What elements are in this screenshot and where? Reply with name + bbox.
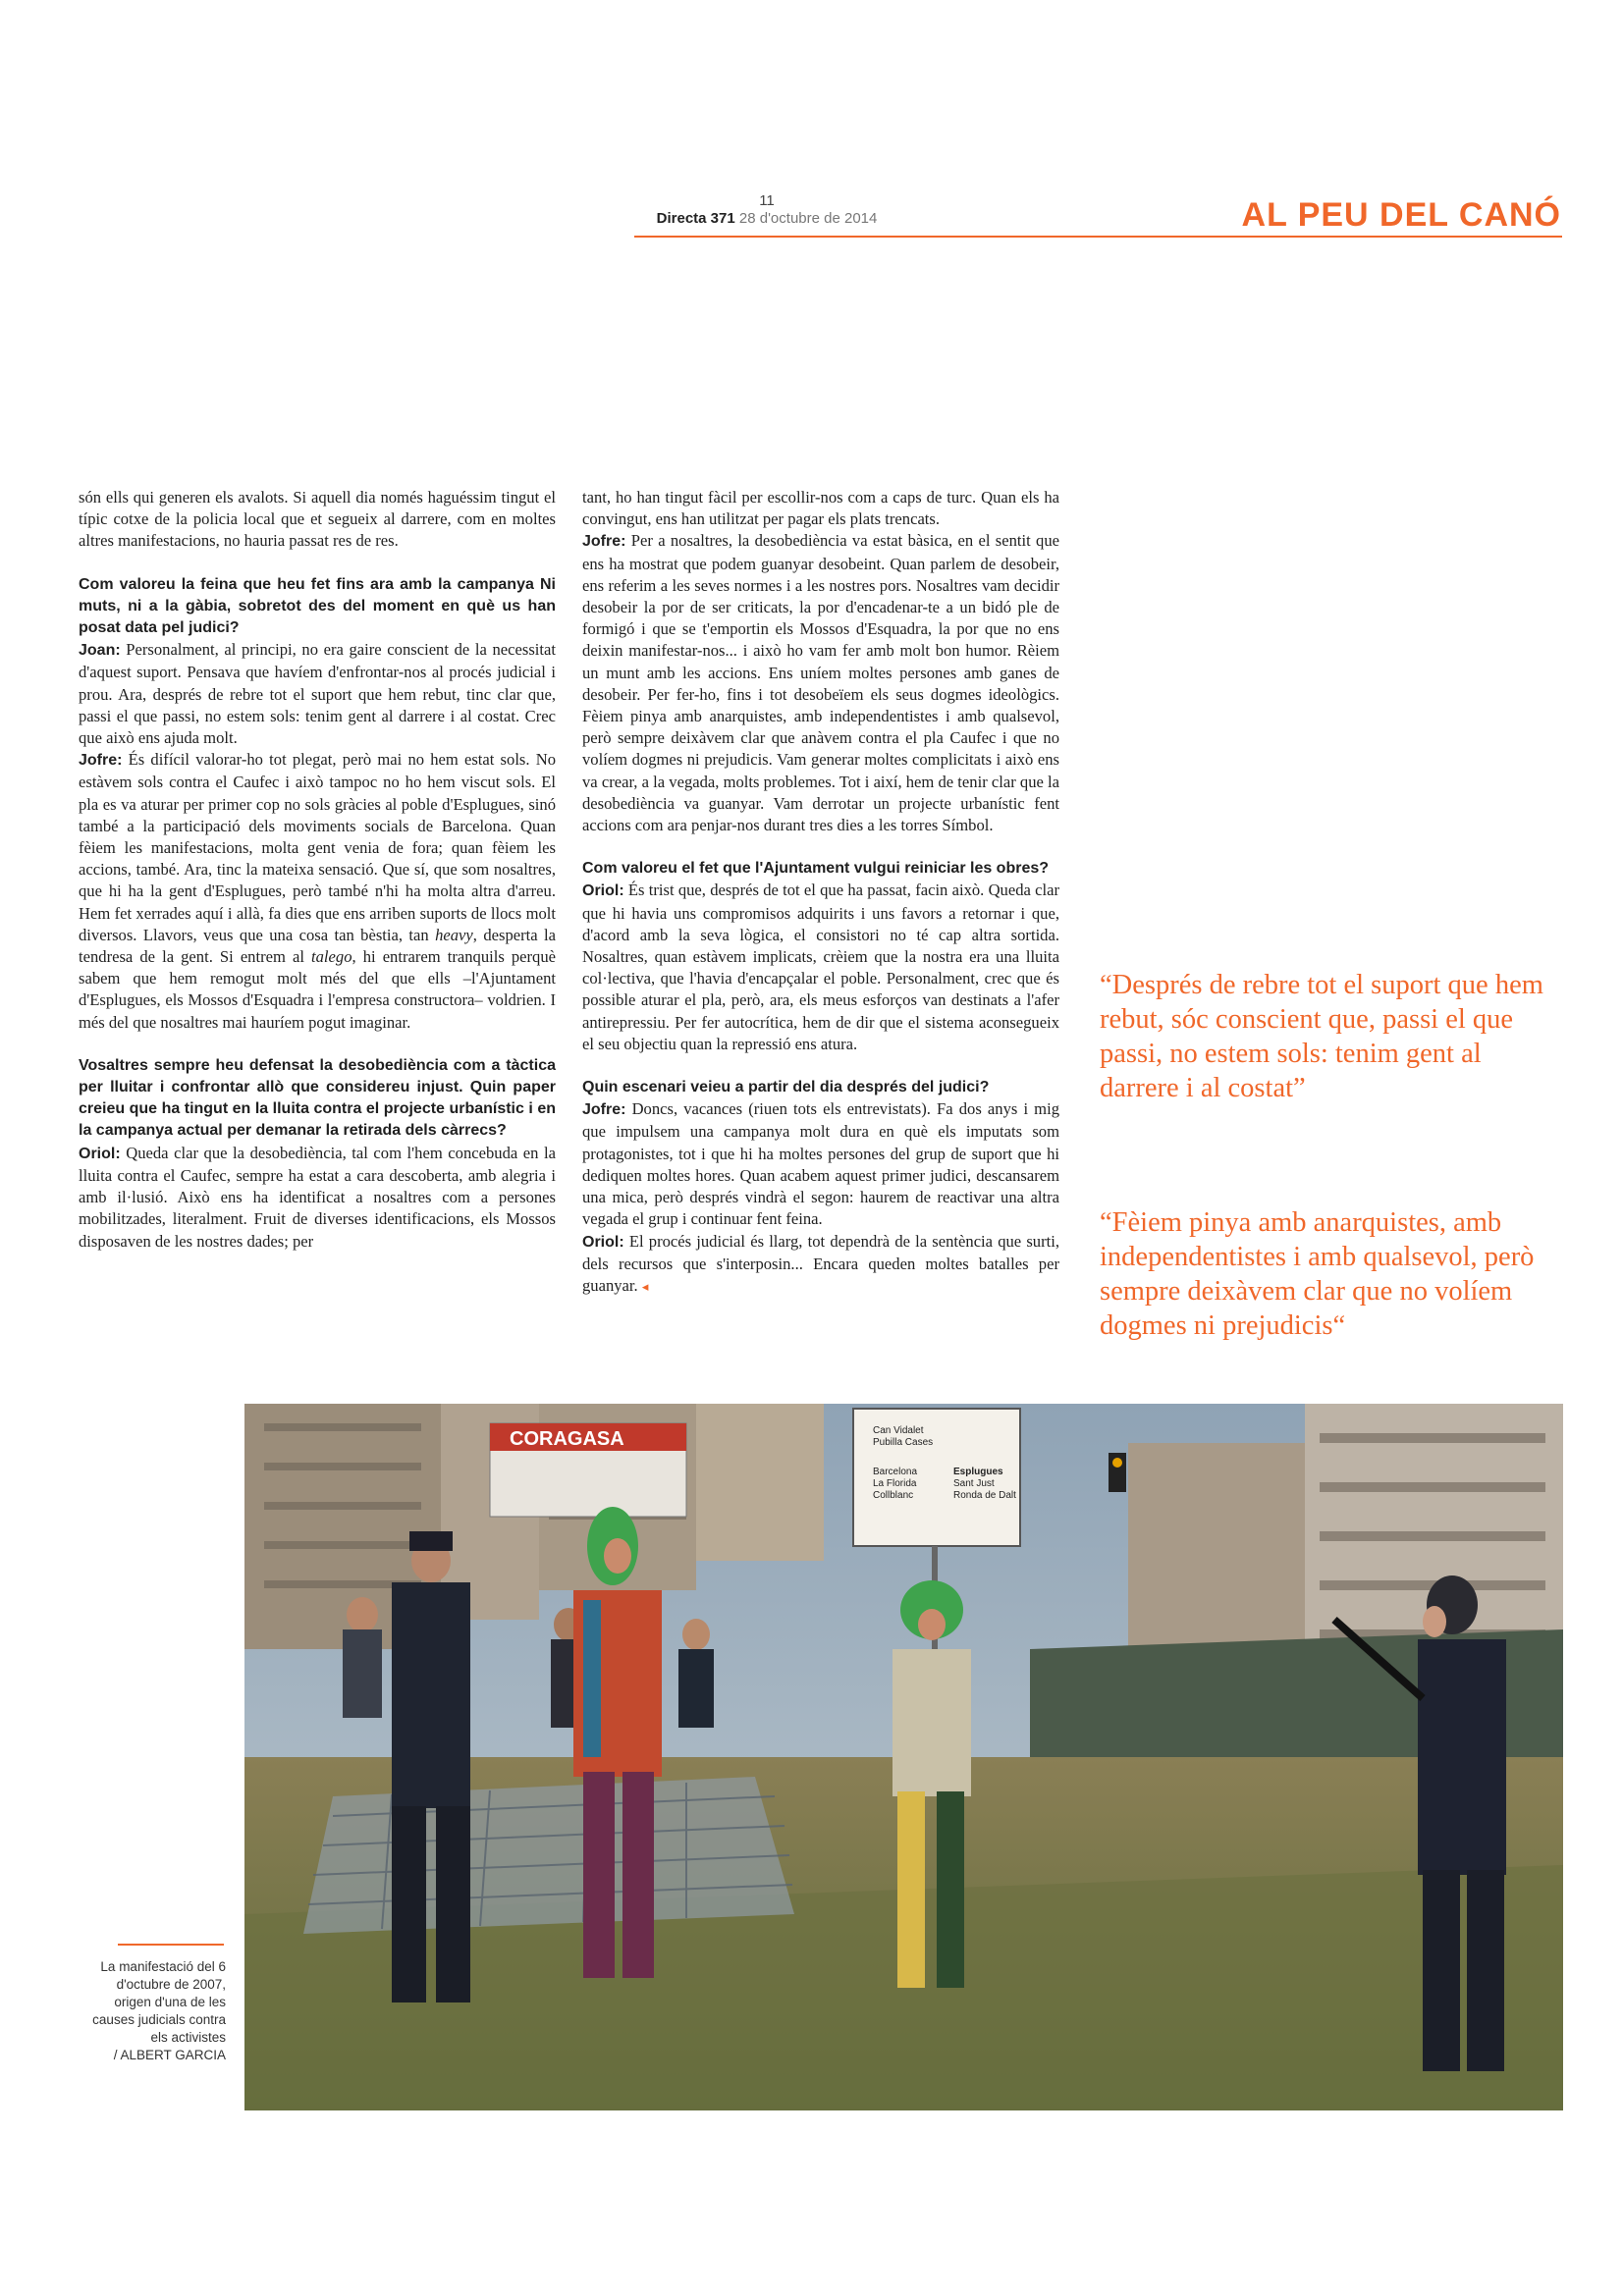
road-sign-line: Ronda de Dalt	[953, 1490, 1016, 1501]
article-column-1	[79, 487, 556, 1253]
photo-caption	[79, 1958, 226, 2064]
road-sign-line: La Florida	[873, 1478, 917, 1489]
article-photo	[244, 1404, 1563, 2110]
answer-text: Doncs, vacances (riuen tots els entrevistats). Fa dos anys i mig que impulsem una campanya molt dura en què els imputats som protagonistes, tot i que hi ha moltes persones del grup de suport que hi dediquen moltes hores. Quan acabem aquest primer judici, descansarem una mica, però després vindrà el segon: haurem de reactivar una altra vegada el grup i continuar fent feina.	[582, 1099, 1059, 1229]
answer-text: El procés judicial és llarg, tot dependrà de la sentència que surti, dels recursos que s'interposin... Encara queden moltes batalles per guanyar.	[582, 1231, 1059, 1295]
paragraph: tant, ho han tingut fàcil per escollir-nos com a caps de turc. Quan els ha convingut, ens han utilitzat per pagar els plats trencats.	[582, 488, 1059, 529]
question: Vosaltres sempre heu defensat la desobediència com a tàctica per lluitar i confrontar allò que considereu injust. Quin paper creieu que ha tingut en la lluita contra el projecte urbanístic i en la campanya actual per demanar la retirada dels càrrecs?	[79, 1056, 556, 1140]
road-sign-line: Sant Just	[953, 1478, 995, 1489]
answer-paragraph	[582, 1098, 1059, 1230]
road-sign-line: Esplugues	[953, 1467, 1003, 1477]
pull-quote: “Fèiem pinya amb anarquistes, amb independentistes i amb qualsevol, però sempre deixàvem clar que no volíem dogmes ni prejudicis“	[1100, 1207, 1535, 1341]
answer-text: Per a nosaltres, la desobediència va estat bàsica, en el sentit que ens ha mostrat que podem guanyar desobeint. Quan parlem de desobeir, ens referim a les seves normes i a les nostres pors. Nosaltres vam decidir desobeir la por de ser criticats, la por d'encadenar-te a un bidó ple de formigó i que se t'emportin els Mossos d'Esquadra, la por que no ens deixin manifestar-nos... i això ho vam fer amb molt bon humor. Rèiem un munt amb les accions. Ens uníem moltes persones amb ganes de desobeir. Per fer-ho, fins i tot desobeïem els seus dogmes ideològics. Fèiem pinya amb anarquistes, amb independentistes i amb qualsevol, però sempre deixàvem clar que anàvem contra el pla Caufec i que no volíem dogmes ni prejudicis. Vam generar moltes complicitats i això ens va crear, a la vegada, molts problemes. Tot i així, hem de tenir clar que la desobediència va guanyar. Vam derrotar un projecte urbanístic fent accions com ara penjar-nos durant tres dies a les torres Símbol.	[582, 531, 1059, 835]
italic-term: heavy	[435, 925, 473, 944]
speaker-name: Oriol:	[582, 882, 624, 900]
billboard-text: CORAGASA	[510, 1428, 624, 1450]
question: Com valoreu la feina que heu fet fins ara amb la campanya Ni muts, ni a la gàbia, sobretot des del moment en què us han posat data pel judici?	[79, 575, 556, 637]
answer-text: , hi entrarem tranquils perquè sabem que hem remogut molt més del que ells –l'Ajuntament d'Esplugues, els Mossos d'Esquadra i l'empresa constructora– voldrien. I més del que nosaltres mai hauríem pogut imaginar.	[79, 947, 557, 1032]
road-sign-line: Collblanc	[873, 1490, 914, 1501]
answer-paragraph	[79, 639, 556, 749]
section-title: AL PEU DEL CANÓ	[1241, 196, 1561, 234]
question: Com valoreu el fet que l'Ajuntament vulgui reiniciar les obres?	[582, 860, 1050, 878]
publication-name: Directa 371	[656, 210, 735, 227]
building	[696, 1404, 824, 1561]
answer-paragraph	[582, 530, 1059, 836]
caption-text: La manifestació del 6 d'octubre de 2007, origen d'una de les causes judicials contra els activistes	[92, 1959, 226, 2045]
question: Quin escenari veieu a partir del dia després del judici?	[582, 1079, 990, 1096]
answer-paragraph	[79, 1143, 556, 1253]
answer-text: És difícil valorar-ho tot plegat, però mai no hem estat sols. No estàvem sols contra el Caufec i això tampoc no ho hem viscut sols. El pla es va aturar per primer cop no sols gràcies al poble d'Esplugues, sinó també a la participació dels moviments socials de Barcelona. Quan fèiem les manifestacions, molta gent venia de fora; quan fèiem les accions, també. Ara, tinc la mateixa sensació. Que sí, que som nosaltres, que hi ha la gent d'Esplugues, però també n'hi ha molta altra d'arreu. Hem fet xerrades aquí i allà, fa dies que ens arriben suports de llocs molt diversos. Llavors, veus que una cosa tan bèstia, tan	[79, 750, 556, 944]
page-number: 11	[759, 192, 775, 209]
speaker-name: Jofre:	[582, 533, 626, 551]
issue-date: 28 d'octubre de 2014	[738, 210, 878, 227]
photo-credit: / ALBERT GARCIA	[113, 2048, 226, 2062]
speaker-name: Oriol:	[79, 1145, 121, 1162]
end-mark-icon: ◂	[641, 1278, 649, 1294]
pull-quote: “Després de rebre tot el suport que hem rebut, sóc conscient que, passi el que passi, no estem sols: tenim gent al darrere i al costat”	[1100, 970, 1543, 1103]
speaker-name: Joan:	[79, 642, 121, 660]
answer-paragraph	[582, 1231, 1059, 1299]
answer-paragraph	[79, 749, 556, 1034]
answer-text: És trist que, després de tot el que ha passat, facin això. Queda clar que hi havia uns compromisos adquirits i uns favors a retornar i que, d'acord amb la seva lògica, el consistori no té cap altra sortida. Nosaltres, quan estàvem implicats, crèiem que la nostra era una lluita col·lectiva, que l'havia d'encapçalar el poble. Personalment, crec que és possible aturar el pla, però, ara, els meus esforços van destinats a l'afer antirepressiu. Per fer autocrítica, hem de dir que el sistema aconsegueix el seu objectiu quan la repressió ens atura.	[582, 881, 1059, 1053]
answer-paragraph	[582, 880, 1059, 1055]
header-rule	[634, 236, 1562, 238]
answer-text: Personalment, al principi, no era gaire conscient de la necessitat d'aquest suport. Pensava que havíem d'enfrontar-nos al procés judicial i prou. Ara, després de rebre tot el suport que hem rebut, tinc clar que, passi el que passi, no estem sols: tenim gent al darrere i al costat. Crec que això ens ajuda molt.	[79, 640, 556, 748]
italic-term: talego	[311, 947, 352, 967]
paragraph: són ells qui generen els avalots. Si aquell dia només haguéssim tingut el típic cotxe de la policia local que et segueix al darrere, com en moltes altres manifestacions, no hauria passat res de res.	[79, 488, 556, 551]
issue-line	[634, 210, 899, 228]
fallen-fence	[303, 1777, 794, 1934]
speaker-name: Jofre:	[582, 1101, 626, 1119]
traffic-light-lamp	[1112, 1458, 1122, 1468]
road-sign-line: Can Vidalet	[873, 1425, 924, 1436]
answer-text: Queda clar que la desobediència, tal com l'hem concebuda en la lluita contra el Caufec, sempre ha estat a cara descoberta, amb alegria i amb il·lusió. Això ens ha identificat a nosaltres com a persones mobilitzades, literalment. Fruit de diverses identificacions, els Mossos disposaven de les nostres dades; per	[79, 1143, 556, 1251]
article-column-2	[582, 487, 1059, 1298]
road-sign-line: Pubilla Cases	[873, 1437, 934, 1448]
caption-rule	[118, 1944, 224, 1946]
protest-photo-illustration	[244, 1404, 1563, 2110]
speaker-name: Oriol:	[582, 1233, 624, 1251]
road-sign-line: Barcelona	[873, 1467, 918, 1477]
speaker-name: Jofre:	[79, 752, 123, 770]
answer-text: , desperta la tendresa de la gent. Si entrem al	[79, 925, 556, 967]
page-header-info	[634, 192, 899, 228]
